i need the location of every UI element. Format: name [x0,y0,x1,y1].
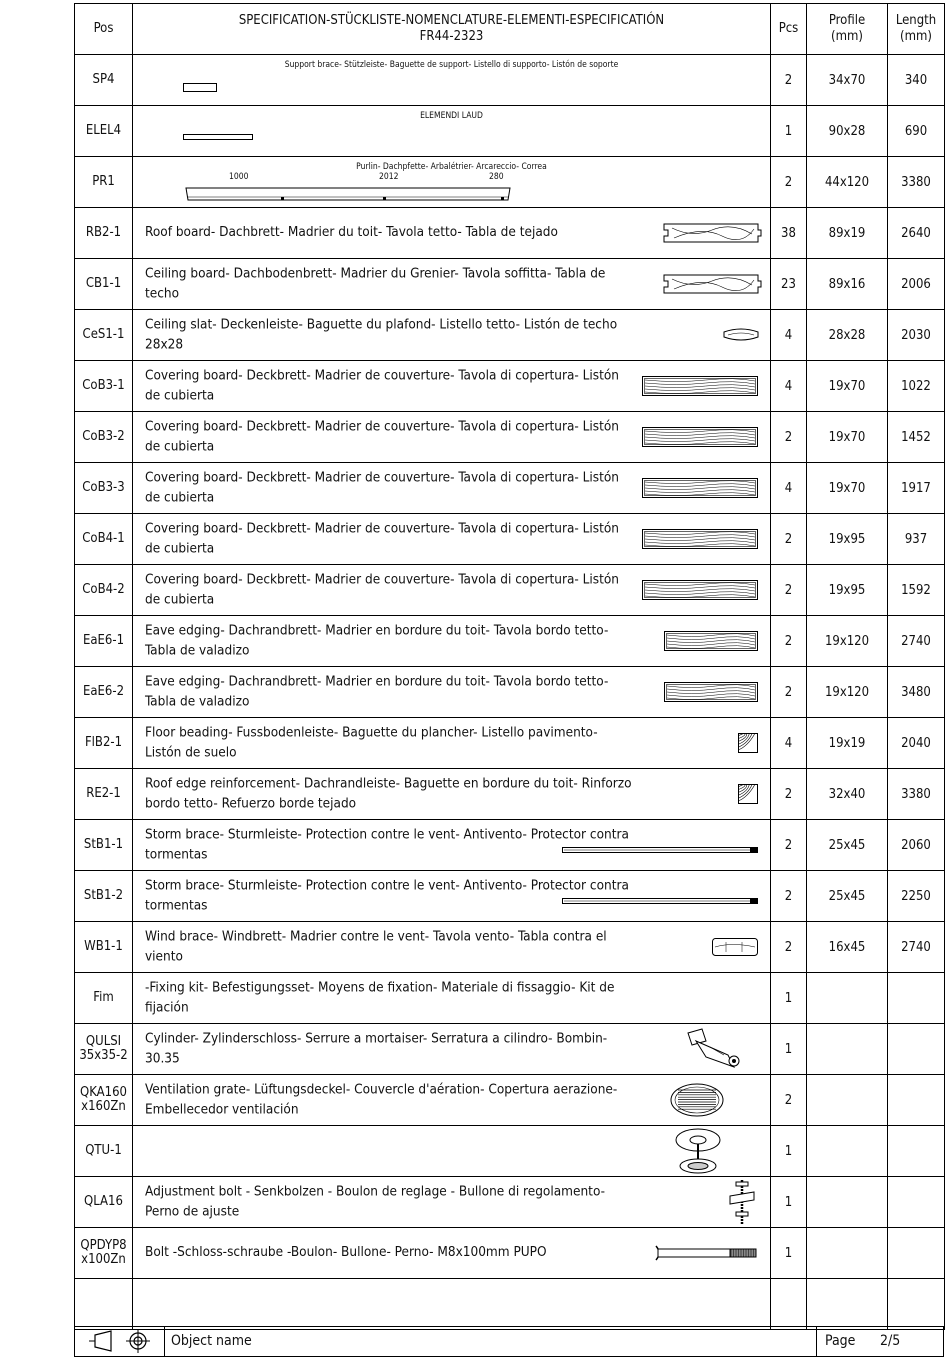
object-name-label: Object name [171,1333,252,1349]
table-row [75,1024,945,1075]
part-description: Covering board- Deckbrett- Madrier de couverture- Tavola di copertura- Listón de cubierta [145,571,619,607]
profile-cell [807,1024,888,1075]
length-cell: 340 [888,55,945,106]
plank-icon [642,478,758,502]
pos-cell [75,718,133,769]
tongue-groove-board-icon [662,222,762,248]
pos-code: CoB3-1 [82,377,125,393]
table-row [75,871,945,922]
pcs-cell: 1 [771,106,807,157]
eave-board-icon [664,631,758,655]
pos-code: PR1 [92,173,115,189]
table-row [75,769,945,820]
pcs-cell: 2 [771,412,807,463]
pos-cell [75,514,133,565]
pos-code: QKA160 x160Zn [80,1084,127,1114]
description-cell [133,922,771,973]
table-row [75,667,945,718]
pos-code: EaE6-2 [82,683,125,699]
description-cell [133,565,771,616]
description-cell [133,973,771,1024]
pos-cell [75,310,133,361]
table-row [75,310,945,361]
slat-icon [722,328,760,346]
table-row [75,157,945,208]
part-description: Roof edge reinforcement- Dachrandleiste- Baguette en bordure du toit- Rinforzo bordo tetto- Refuerzo borde tejado [145,775,632,811]
pos-code: QTU-1 [85,1142,122,1158]
pcs-cell: 2 [771,514,807,565]
table-row [75,922,945,973]
profile-cell: 19x19 [807,718,888,769]
part-description: Cylinder- Zylinderschloss- Serrure a mortaiser- Serratura a cilindro- Bombin- 30.35 [145,1030,608,1066]
pcs-cell: 2 [771,922,807,973]
divider [816,1327,817,1356]
length-cell: 3480 [888,667,945,718]
length-cell: 2640 [888,208,945,259]
purlin-dimension: 280 [489,172,504,182]
table-row [75,259,945,310]
header-pos: Pos [75,4,133,55]
pcs-cell [771,1279,807,1330]
title-block [74,1326,944,1357]
length-cell [888,1279,945,1330]
length-cell: 2060 [888,820,945,871]
length-cell: 937 [888,514,945,565]
length-cell: 3380 [888,157,945,208]
length-cell: 2250 [888,871,945,922]
pos-code: WB1-1 [84,938,123,954]
pos-cell [75,208,133,259]
pos-cell [75,1177,133,1228]
pos-cell [75,1126,133,1177]
description-cell [133,1075,771,1126]
length-cell [888,973,945,1024]
pos-code: StB1-1 [83,836,124,852]
profile-cell [807,1177,888,1228]
pcs-cell: 1 [771,1024,807,1075]
table-row [75,1126,945,1177]
purlin-dimension: 1000 [229,172,249,182]
plank-icon [642,427,758,451]
description-cell [133,514,771,565]
profile-cell: 19x95 [807,565,888,616]
length-cell [888,1126,945,1177]
pos-cell [75,820,133,871]
pos-cell [75,616,133,667]
header-title [133,4,771,55]
part-mini-title: Purlin- Dachpfette- Arbalétrier- Arcareccio- Correa [356,162,547,172]
pos-cell [75,1228,133,1279]
pos-cell [75,565,133,616]
part-description: Ventilation grate- Lüftungsdeckel- Couvercle d'aération- Copertura aerazione- Embellecedor ventilación [145,1081,618,1117]
description-cell [133,820,771,871]
table-row [75,1279,945,1330]
header-length-label: Length [895,12,937,28]
pos-cell [75,1024,133,1075]
table-row [75,106,945,157]
length-cell: 1917 [888,463,945,514]
pcs-cell: 1 [771,1126,807,1177]
profile-cell: 34x70 [807,55,888,106]
profile-cell [807,973,888,1024]
profile-cell: 32x40 [807,769,888,820]
eave-board-icon [664,682,758,706]
profile-cell: 19x120 [807,616,888,667]
pos-code: ELEL4 [85,122,122,138]
profile-cell: 25x45 [807,820,888,871]
table-row [75,1177,945,1228]
pos-code: EaE6-1 [82,632,125,648]
length-cell: 3380 [888,769,945,820]
length-cell: 1452 [888,412,945,463]
length-cell: 1022 [888,361,945,412]
description-cell [133,310,771,361]
part-description: Storm brace- Sturmleiste- Protection contre le vent- Antivento- Protector contra tormentas [145,826,629,862]
part-description: Bolt -Schloss-schraube -Boulon- Bullone- Perno- M8x100mm PUPO [145,1244,547,1261]
description-cell [133,871,771,922]
pos-cell [75,1279,133,1330]
part-description: Ceiling slat- Deckenleiste- Baguette du plafond- Listello tetto- Listón de techo 28x28 [145,316,618,352]
pos-code: RE2-1 [86,785,121,801]
part-description: Storm brace- Sturmleiste- Protection contre le vent- Antivento- Protector contra tormentas [145,877,629,913]
description-cell [133,718,771,769]
description-cell [133,1024,771,1075]
pos-cell [75,1075,133,1126]
profile-cell: 90x28 [807,106,888,157]
profile-cell: 44x120 [807,157,888,208]
pcs-cell: 2 [771,55,807,106]
pcs-cell: 1 [771,1228,807,1279]
table-row [75,973,945,1024]
length-cell: 2740 [888,922,945,973]
part-description: Roof board- Dachbrett- Madrier du toit- Tavola tetto- Tabla de tejado [145,224,558,241]
pos-cell [75,973,133,1024]
board-icon [183,129,253,144]
pcs-cell: 2 [771,820,807,871]
description-cell [133,667,771,718]
table-row [75,412,945,463]
pcs-cell: 2 [771,157,807,208]
header-profile-label: Profile [828,12,866,28]
description-cell [133,1279,771,1330]
table-row [75,208,945,259]
pcs-cell: 2 [771,769,807,820]
part-description: Eave edging- Dachrandbrett- Madrier en bordure du toit- Tavola bordo tetto- Tabla de valadizo [145,673,609,709]
length-cell: 2030 [888,310,945,361]
table-row [75,361,945,412]
header-length-unit: (mm) [900,29,932,44]
description-cell [133,1126,771,1177]
pos-code: QPDYP8 x100Zn [80,1237,127,1267]
square-grain-icon [738,733,758,757]
profile-cell: 89x16 [807,259,888,310]
square-grain-icon [738,784,758,808]
description-cell [133,157,771,208]
pos-cell [75,871,133,922]
description-cell [133,1228,771,1279]
table-row [75,463,945,514]
length-cell: 2040 [888,718,945,769]
profile-cell: 89x19 [807,208,888,259]
part-description: -Fixing kit- Befestigungsset- Moyens de fixation- Materiale di fissaggio- Kit de fijación [145,979,615,1015]
table-row [75,820,945,871]
part-mini-title: Support brace- Stützleiste- Baguette de support- Listello di supporto- Listón de soporte [284,60,619,70]
profile-cell: 25x45 [807,871,888,922]
table-header [75,4,945,55]
pos-cell [75,259,133,310]
description-cell [133,412,771,463]
pcs-cell: 2 [771,1075,807,1126]
description-cell [133,616,771,667]
pcs-cell: 2 [771,871,807,922]
header-profile-unit: (mm) [831,29,863,44]
description-cell [133,208,771,259]
pcs-cell: 2 [771,616,807,667]
pos-code: CB1-1 [85,275,122,291]
pcs-cell: 2 [771,565,807,616]
small-rect-icon [183,81,217,96]
pcs-cell: 23 [771,259,807,310]
profile-cell: 19x70 [807,463,888,514]
pos-cell [75,463,133,514]
pos-code: QULSI 35x35-2 [79,1033,128,1063]
pcs-cell: 4 [771,718,807,769]
carriage-bolt-icon [654,1244,758,1266]
long-strip-icon [562,842,758,857]
length-cell [888,1228,945,1279]
long-strip-icon [562,893,758,908]
part-description: Eave edging- Dachrandbrett- Madrier en bordure du toit- Tavola bordo tetto- Tabla de valadizo [145,622,609,658]
pos-code: CoB4-1 [82,530,125,546]
table-row [75,1075,945,1126]
table-row [75,1228,945,1279]
table-row [75,514,945,565]
round-plate-icon [670,1126,726,1180]
pos-cell [75,157,133,208]
pos-code: StB1-2 [83,887,124,903]
profile-cell: 19x70 [807,361,888,412]
projection-symbol [75,1327,165,1356]
spec-code: FR44-2323 [419,29,484,44]
description-cell [133,259,771,310]
pos-cell [75,769,133,820]
part-description: Covering board- Deckbrett- Madrier de couverture- Tavola di copertura- Listón de cubierta [145,418,619,454]
first-angle-projection-icon [75,1327,164,1356]
profile-cell [807,1126,888,1177]
purlin-icon [183,187,513,205]
pcs-cell: 1 [771,1177,807,1228]
plank-icon [642,376,758,400]
table-row [75,616,945,667]
table-row [75,55,945,106]
part-description: Covering board- Deckbrett- Madrier de couverture- Tavola di copertura- Listón de cubierta [145,469,619,505]
part-mini-title: ELEMENDI LAUD [420,111,483,121]
part-description: Covering board- Deckbrett- Madrier de couverture- Tavola di copertura- Listón de cubierta [145,367,619,403]
pos-code: QLA16 [84,1193,123,1209]
description-cell [133,55,771,106]
description-cell [133,361,771,412]
length-cell: 2740 [888,616,945,667]
plank-icon [642,580,758,604]
pos-code: CoB3-2 [82,428,125,444]
pos-code: CoB3-3 [82,479,125,495]
profile-cell: 16x45 [807,922,888,973]
pcs-cell: 4 [771,310,807,361]
lock-cylinder-icon [684,1027,742,1075]
pcs-cell: 38 [771,208,807,259]
pcs-cell: 4 [771,463,807,514]
length-cell: 1592 [888,565,945,616]
profile-cell [807,1228,888,1279]
pcs-cell: 4 [771,361,807,412]
part-description: Covering board- Deckbrett- Madrier de couverture- Tavola di copertura- Listón de cubierta [145,520,619,556]
part-description: Ceiling board- Dachbodenbrett- Madrier du Grenier- Tavola soffitta- Tabla de techo [145,265,606,301]
profile-cell: 28x28 [807,310,888,361]
pos-code: SP4 [92,71,115,87]
pos-code: FlB2-1 [84,734,123,750]
description-cell [133,769,771,820]
part-description: Floor beading- Fussbodenleiste- Baguette du plancher- Listello pavimento- Listón de suelo [145,724,598,760]
pos-code: CeS1-1 [82,326,125,342]
pos-cell [75,361,133,412]
length-cell: 690 [888,106,945,157]
spec-title: SPECIFICATION-STÜCKLISTE-NOMENCLATURE-ELEMENTI-ESPECIFICATIÓN [238,12,665,28]
pcs-cell: 1 [771,973,807,1024]
part-description: Wind brace- Windbrett- Madrier contre le vent- Tavola vento- Tabla contra el viento [145,928,607,964]
length-cell [888,1075,945,1126]
profile-cell [807,1075,888,1126]
page-number: 2/5 [880,1333,901,1349]
length-cell [888,1024,945,1075]
pos-cell [75,412,133,463]
description-cell [133,1177,771,1228]
part-description: Adjustment bolt - Senkbolzen - Boulon de reglage - Bullone di regolamento- Perno de ajuste [145,1183,606,1219]
header-pcs: Pcs [771,4,807,55]
profile-cell: 19x70 [807,412,888,463]
pos-cell [75,55,133,106]
short-board-icon [712,938,758,960]
page-label: Page [825,1333,856,1349]
pos-code: CoB4-2 [82,581,125,597]
table-row [75,565,945,616]
vent-grate-icon [670,1083,724,1121]
plank-icon [642,529,758,553]
specification-table [74,3,945,1330]
tongue-groove-board-icon [662,273,762,299]
purlin-dimension: 2012 [379,172,399,182]
profile-cell: 19x95 [807,514,888,565]
pos-cell [75,922,133,973]
header-profile [807,4,888,55]
pos-cell [75,667,133,718]
pos-code: Fim [93,989,114,1005]
pcs-cell: 2 [771,667,807,718]
profile-cell [807,1279,888,1330]
length-cell [888,1177,945,1228]
description-cell [133,106,771,157]
description-cell [133,463,771,514]
adjust-bolt-icon [726,1178,758,1230]
table-row [75,718,945,769]
pos-cell [75,106,133,157]
header-length [888,4,945,55]
pos-code: RB2-1 [85,224,122,240]
length-cell: 2006 [888,259,945,310]
profile-cell: 19x120 [807,667,888,718]
